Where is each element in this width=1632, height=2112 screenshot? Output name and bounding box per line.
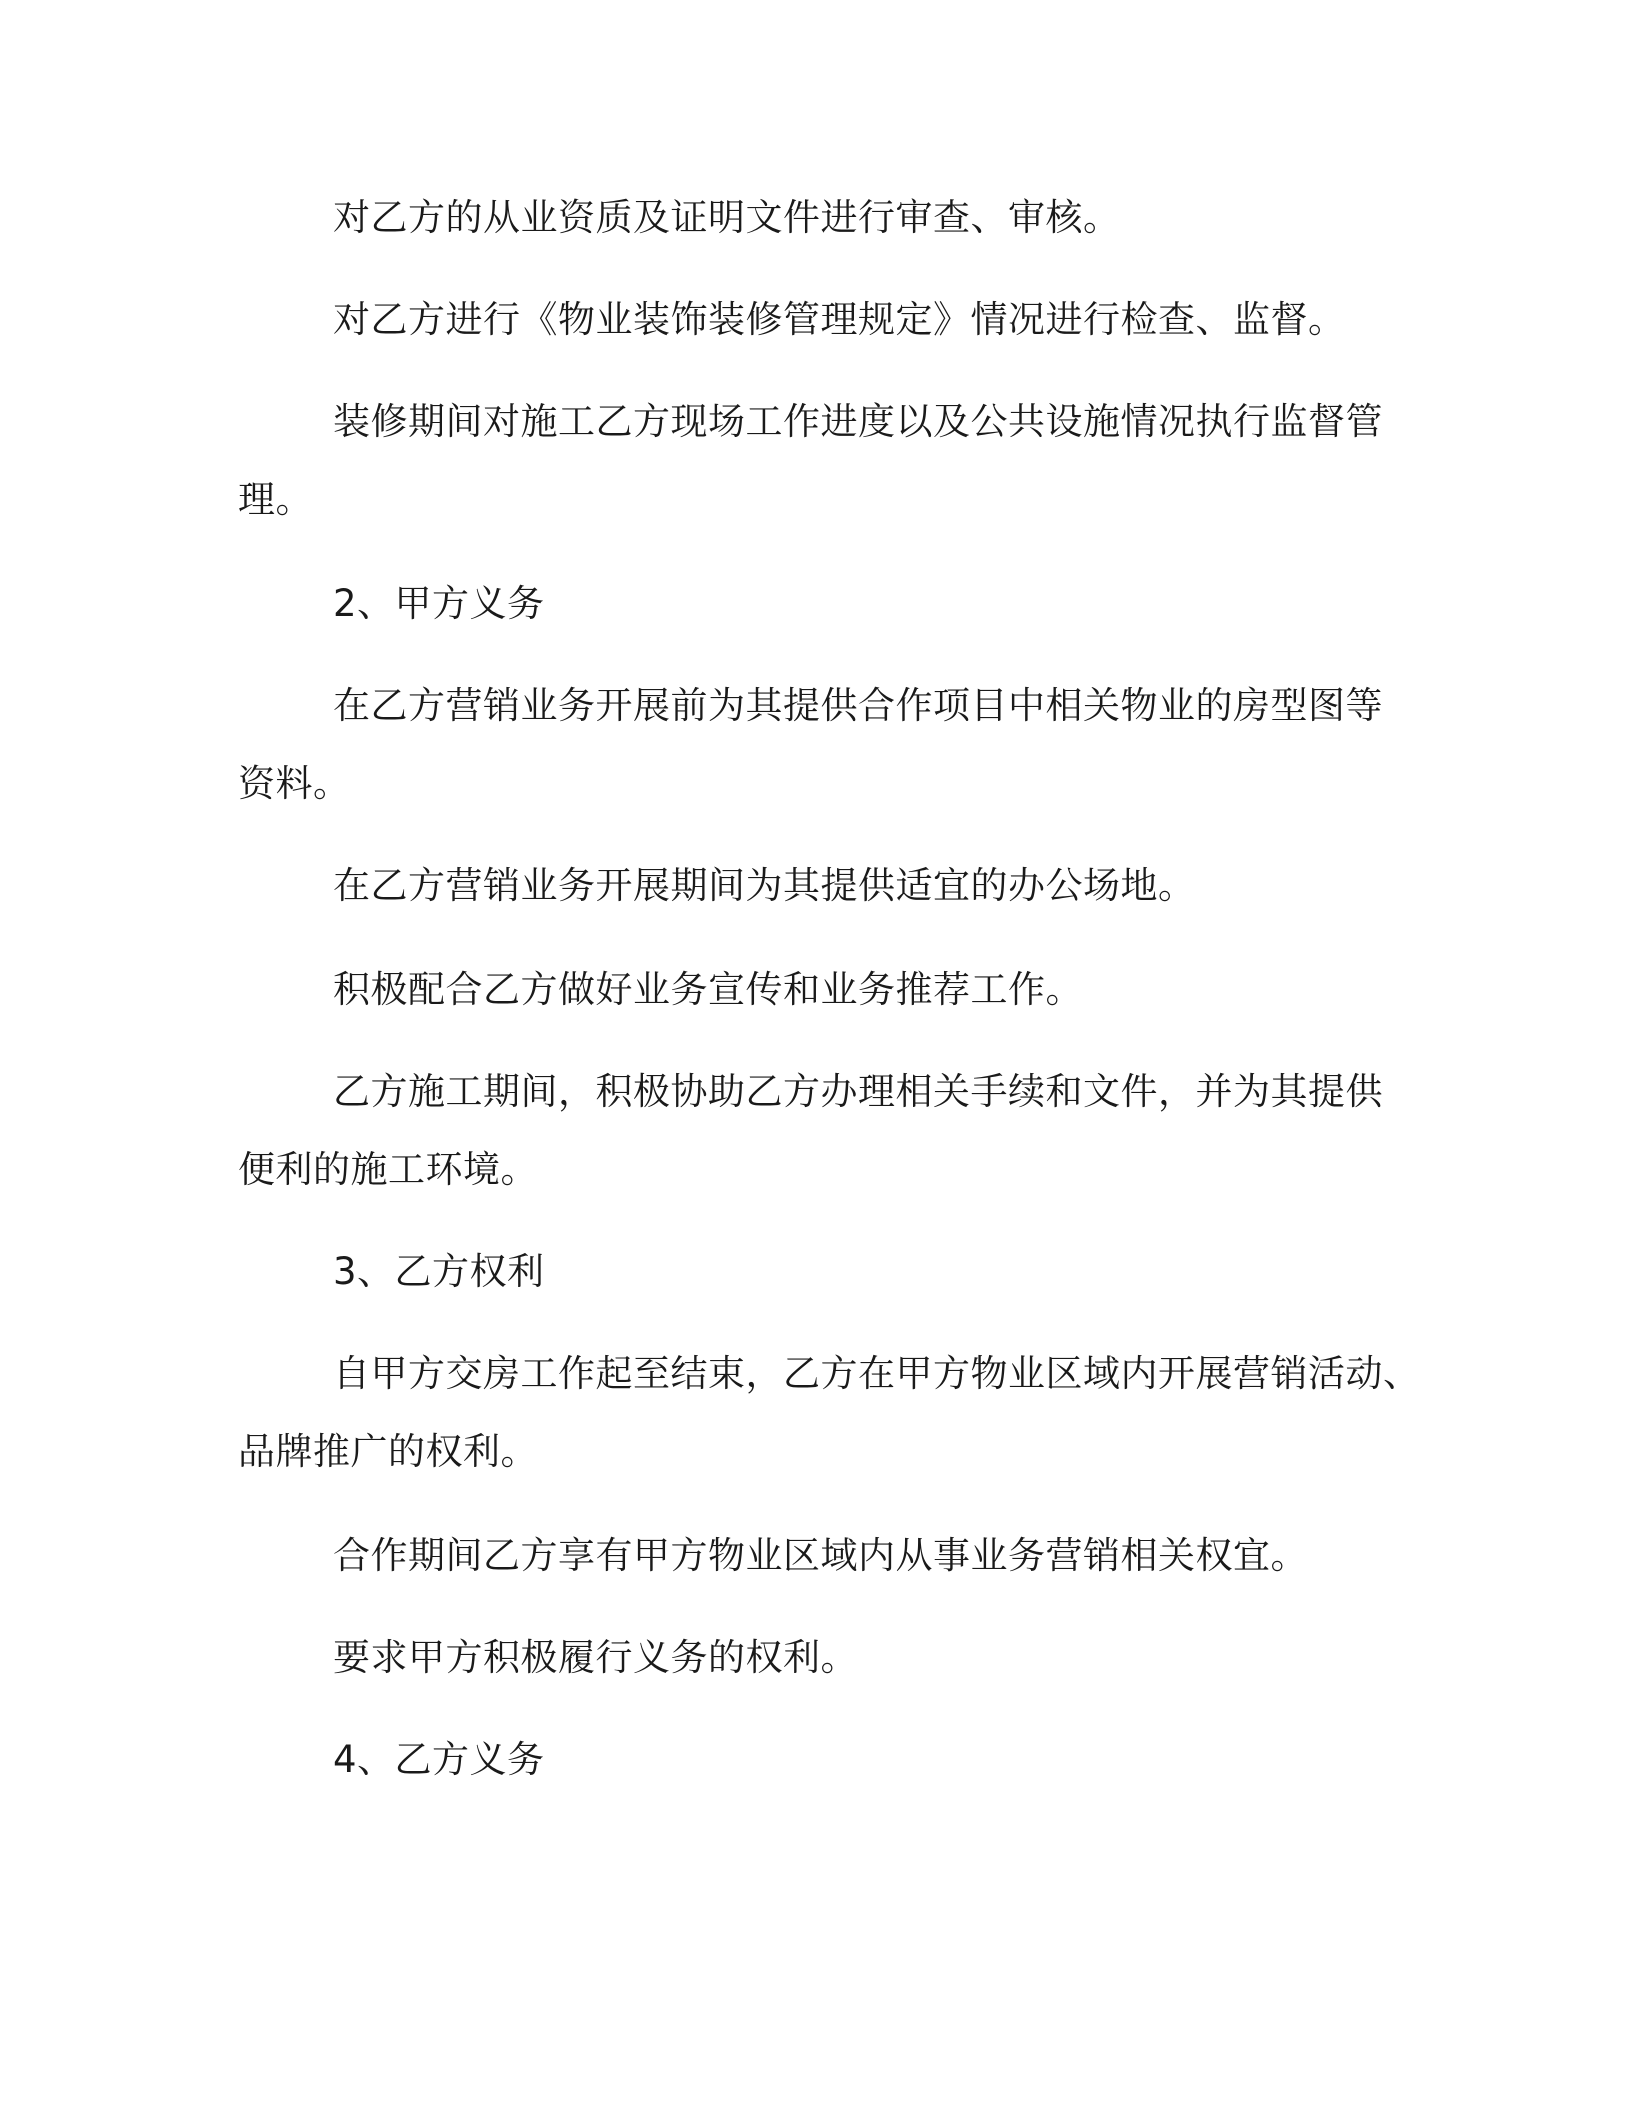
section-heading: 3、乙方权利: [333, 1250, 545, 1293]
paragraph-line: 品牌推广的权利。: [238, 1430, 538, 1473]
paragraph-line: 对乙方进行《物业装饰装修管理规定》情况进行检查、监督。: [333, 298, 1346, 341]
paragraph-line: 资料。: [238, 762, 351, 805]
section-heading: 4、乙方义务: [333, 1738, 545, 1781]
paragraph-line: 要求甲方积极履行义务的权利。: [333, 1636, 858, 1679]
paragraph-line: 在乙方营销业务开展前为其提供合作项目中相关物业的房型图等: [333, 684, 1383, 727]
paragraph-line: 装修期间对施工乙方现场工作进度以及公共设施情况执行监督管: [333, 400, 1383, 443]
paragraph-line: 乙方施工期间，积极协助乙方办理相关手续和文件，并为其提供: [333, 1070, 1383, 1113]
paragraph-line: 在乙方营销业务开展期间为其提供适宜的办公场地。: [333, 864, 1196, 907]
paragraph-line: 积极配合乙方做好业务宣传和业务推荐工作。: [333, 968, 1083, 1011]
paragraph-line: 理。: [238, 478, 313, 521]
paragraph-line: 便利的施工环境。: [238, 1148, 538, 1191]
paragraph-line: 合作期间乙方享有甲方物业区域内从事业务营销相关权宜。: [333, 1534, 1308, 1577]
paragraph-line: 对乙方的从业资质及证明文件进行审查、审核。: [333, 196, 1121, 239]
paragraph-line: 自甲方交房工作起至结束，乙方在甲方物业区域内开展营销活动、: [333, 1352, 1421, 1395]
section-heading: 2、甲方义务: [333, 582, 545, 625]
